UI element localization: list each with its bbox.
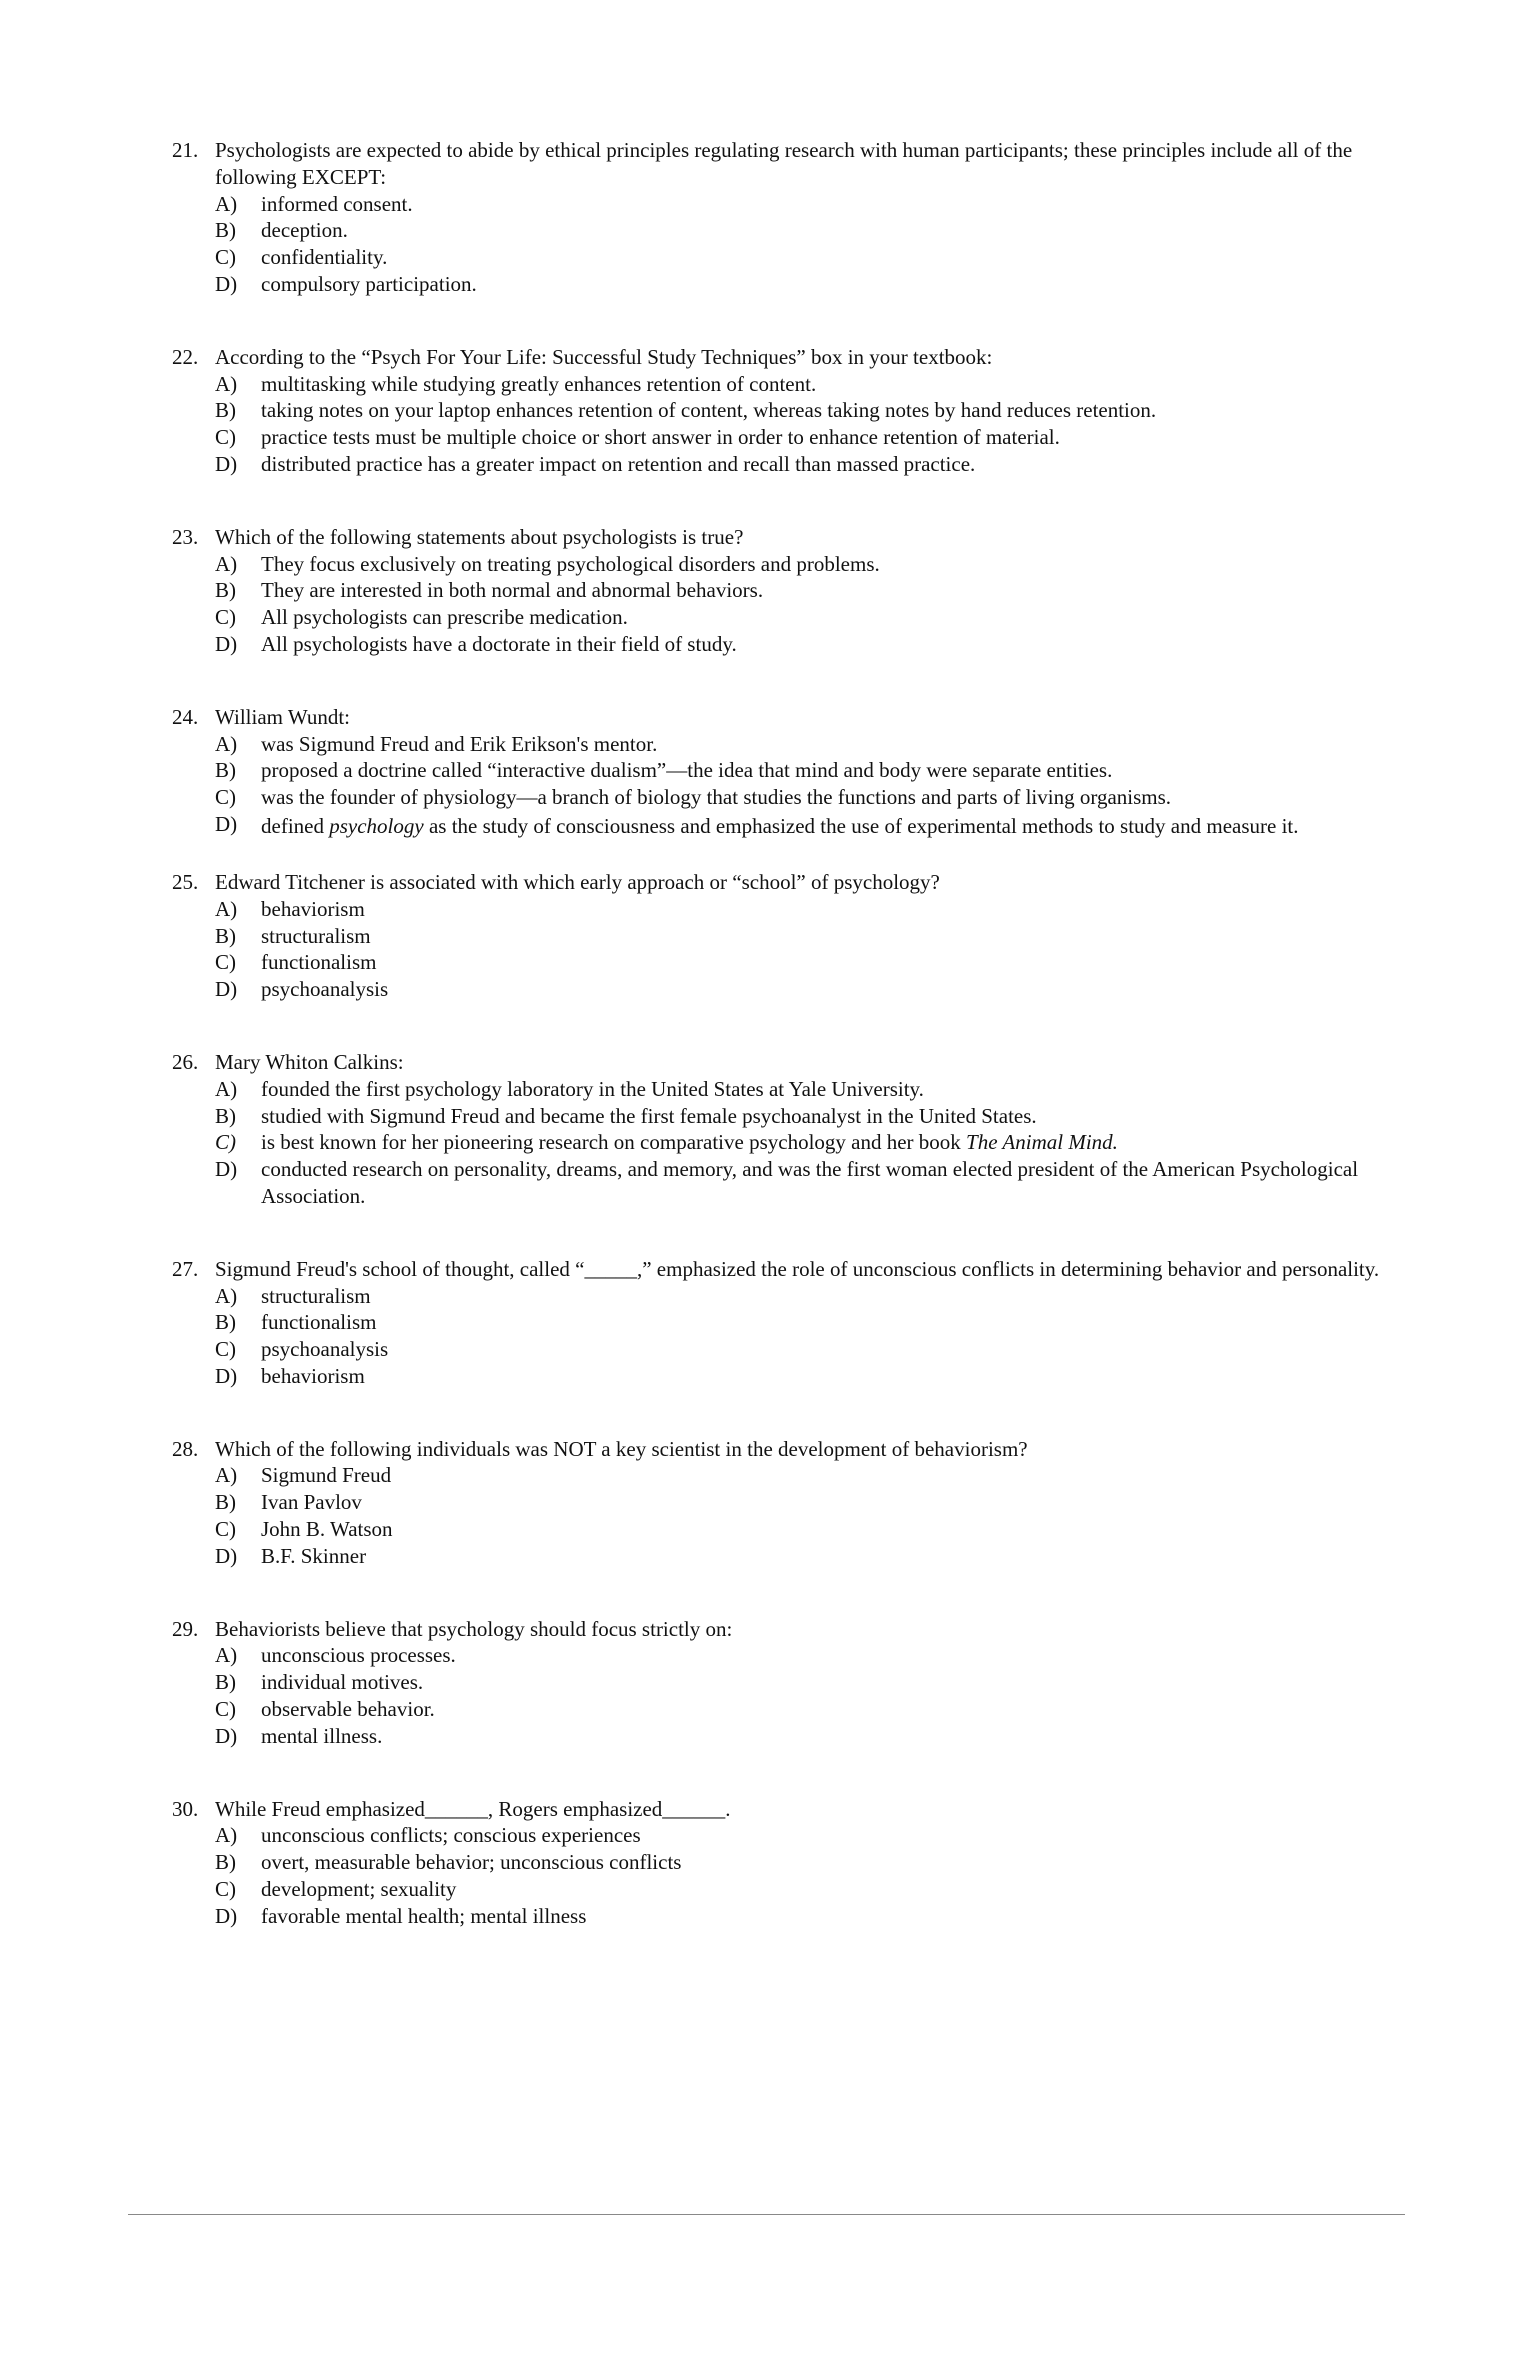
question-number: 23. <box>172 524 199 549</box>
question-number: 29. <box>172 1616 199 1641</box>
option-letter: A) <box>215 896 238 921</box>
question-number: 28. <box>172 1436 199 1461</box>
answer-option-d <box>215 1723 1392 1750</box>
option-letter: C) <box>215 1130 236 1155</box>
option-text: distributed practice has a greater impact on retention and recall than massed practice. <box>261 451 976 476</box>
answer-option-c <box>215 244 1392 271</box>
question-21 <box>172 137 1392 298</box>
option-text: practice tests must be multiple choice or short answer in order to enhance retention of material. <box>261 425 1060 450</box>
question-text: Edward Titchener is associated with which early approach or “school” of psychology? <box>215 869 940 894</box>
answer-option-a <box>215 1642 1392 1669</box>
option-text: confidentiality. <box>261 245 388 270</box>
option-letter: B) <box>215 758 236 783</box>
option-letter: A) <box>215 1076 238 1101</box>
answer-option-b <box>215 577 1392 604</box>
answer-option-c <box>215 949 1392 976</box>
question-26 <box>172 1049 1392 1210</box>
question-text: Behaviorists believe that psychology should focus strictly on: <box>215 1616 733 1641</box>
option-text: unconscious conflicts; conscious experiences <box>261 1823 641 1848</box>
option-letter: C) <box>215 245 236 270</box>
answer-option-b <box>215 757 1392 784</box>
option-text-italic: psychology <box>329 813 424 838</box>
option-letter: D) <box>215 811 238 836</box>
question-number: 27. <box>172 1256 199 1281</box>
option-text: behaviorism <box>261 1363 365 1388</box>
question-text: According to the “Psych For Your Life: Successful Study Techniques” box in your textbook: <box>215 344 993 369</box>
option-letter: A) <box>215 191 238 216</box>
question-27 <box>172 1256 1392 1390</box>
answer-option-d <box>215 451 1392 478</box>
option-text: All psychologists have a doctorate in their field of study. <box>261 631 737 656</box>
answer-option-b <box>215 1489 1392 1516</box>
question-22 <box>172 344 1392 478</box>
option-text: development; sexuality <box>261 1877 457 1902</box>
option-text: They focus exclusively on treating psychological disorders and problems. <box>261 551 880 576</box>
answer-option-a <box>215 1462 1392 1489</box>
option-letter: D) <box>215 451 238 476</box>
answer-option-c <box>215 1876 1392 1903</box>
option-letter: D) <box>215 1723 238 1748</box>
footer-divider <box>128 2214 1405 2215</box>
question-29 <box>172 1616 1392 1750</box>
option-text: mental illness. <box>261 1723 383 1748</box>
option-letter: B) <box>215 578 236 603</box>
option-letter: D) <box>215 1157 238 1182</box>
option-letter: C) <box>215 1697 236 1722</box>
answer-option-a <box>215 1283 1392 1310</box>
option-text: All psychologists can prescribe medication. <box>261 605 628 630</box>
option-text: They are interested in both normal and abnormal behaviors. <box>261 578 764 603</box>
answer-option-d <box>215 631 1392 658</box>
question-number: 22. <box>172 344 199 369</box>
question-text: Sigmund Freud's school of thought, called “_____,” emphasized the role of unconscious conflicts in determining behavior and personality. <box>215 1256 1380 1281</box>
option-text: overt, measurable behavior; unconscious conflicts <box>261 1850 682 1875</box>
answer-option-c <box>215 1336 1392 1363</box>
answer-option-c <box>215 784 1392 811</box>
option-text: unconscious processes. <box>261 1643 456 1668</box>
option-letter: C) <box>215 1337 236 1362</box>
option-letter: C) <box>215 785 236 810</box>
option-text: conducted research on personality, dreams, and memory, and was the first woman elected president of the American Psychological Association. <box>261 1157 1359 1208</box>
option-text: functionalism <box>261 1310 377 1335</box>
option-text: functionalism <box>261 950 377 975</box>
question-text: Which of the following individuals was NOT a key scientist in the development of behaviorism? <box>215 1436 1028 1461</box>
answer-option-b <box>215 1103 1392 1130</box>
option-letter: D) <box>215 1363 238 1388</box>
question-list <box>172 137 1392 1930</box>
option-text: observable behavior. <box>261 1697 435 1722</box>
option-letter: B) <box>215 1670 236 1695</box>
option-text: compulsory participation. <box>261 271 477 296</box>
question-28 <box>172 1436 1392 1570</box>
option-letter: A) <box>215 1463 238 1488</box>
answer-option-a <box>215 1076 1392 1103</box>
answer-option-a <box>215 1822 1392 1849</box>
option-letter: A) <box>215 1643 238 1668</box>
option-letter: D) <box>215 1903 238 1928</box>
option-text: was the founder of physiology—a branch of biology that studies the functions and parts of living organisms. <box>261 785 1172 810</box>
option-text-end: as the study of consciousness and emphasized the use of experimental methods to study and measure it. <box>423 813 1299 838</box>
answer-option-d <box>215 1363 1392 1390</box>
question-23 <box>172 524 1392 658</box>
option-text: proposed a doctrine called “interactive dualism”—the idea that mind and body were separate entities. <box>261 758 1113 783</box>
answer-option-c <box>215 604 1392 631</box>
option-text: psychoanalysis <box>261 977 389 1002</box>
answer-option-b <box>215 1669 1392 1696</box>
option-letter: C) <box>215 1877 236 1902</box>
option-text: multitasking while studying greatly enhances retention of content. <box>261 371 817 396</box>
option-text: Ivan Pavlov <box>261 1490 362 1515</box>
option-text: behaviorism <box>261 896 365 921</box>
answer-option-c <box>215 424 1392 451</box>
option-letter: D) <box>215 631 238 656</box>
answer-option-a <box>215 551 1392 578</box>
option-letter: C) <box>215 950 236 975</box>
option-text-start: is best known for her pioneering research on comparative psychology and her book <box>261 1130 967 1155</box>
answer-option-d <box>215 271 1392 298</box>
option-letter: D) <box>215 271 238 296</box>
answer-option-a <box>215 896 1392 923</box>
answer-option-b <box>215 397 1392 424</box>
option-text: structuralism <box>261 923 371 948</box>
option-letter: D) <box>215 1543 238 1568</box>
option-text: taking notes on your laptop enhances retention of content, whereas taking notes by hand reduces retention. <box>261 398 1157 423</box>
option-text: structuralism <box>261 1283 371 1308</box>
option-text: studied with Sigmund Freud and became the first female psychoanalyst in the United States. <box>261 1103 1037 1128</box>
option-letter: D) <box>215 977 238 1002</box>
question-number: 25. <box>172 869 199 894</box>
answer-option-b <box>215 1309 1392 1336</box>
answer-option-d <box>215 976 1392 1003</box>
question-number: 26. <box>172 1049 199 1074</box>
option-letter: A) <box>215 1283 238 1308</box>
option-text: was Sigmund Freud and Erik Erikson's mentor. <box>261 731 658 756</box>
option-letter: A) <box>215 551 238 576</box>
question-number: 24. <box>172 704 199 729</box>
option-letter: B) <box>215 398 236 423</box>
option-text-start: defined <box>261 813 330 838</box>
option-letter: C) <box>215 605 236 630</box>
question-number: 21. <box>172 138 199 162</box>
option-text: founded the first psychology laboratory in the United States at Yale University. <box>261 1076 924 1101</box>
option-text: individual motives. <box>261 1670 424 1695</box>
option-letter: A) <box>215 1823 238 1848</box>
answer-option-b <box>215 217 1392 244</box>
answer-option-d <box>215 811 1392 841</box>
question-24 <box>172 704 1392 841</box>
answer-option-c <box>215 1516 1392 1543</box>
answer-option-a <box>215 371 1392 398</box>
question-text: Mary Whiton Calkins: <box>215 1049 404 1074</box>
option-text: psychoanalysis <box>261 1337 389 1362</box>
option-letter: B) <box>215 1490 236 1515</box>
option-text: B.F. Skinner <box>261 1543 367 1568</box>
answer-option-a <box>215 191 1392 218</box>
option-text: deception. <box>261 218 348 243</box>
option-letter: B) <box>215 1850 236 1875</box>
option-text: favorable mental health; mental illness <box>261 1903 587 1928</box>
question-25 <box>172 869 1392 1003</box>
option-letter: C) <box>215 1517 236 1542</box>
option-text <box>261 1129 1392 1156</box>
question-text: Psychologists are expected to abide by ethical principles regulating research with human participants; these principles include all of the following EXCEPT: <box>215 138 1353 189</box>
question-text: While Freud emphasized______, Rogers emphasized______. <box>215 1796 731 1821</box>
answer-option-a <box>215 731 1392 758</box>
option-text: informed consent. <box>261 191 413 216</box>
option-letter: C) <box>215 425 236 450</box>
option-letter: B) <box>215 1310 236 1335</box>
option-text: John B. Watson <box>261 1517 393 1542</box>
answer-option-b <box>215 1849 1392 1876</box>
option-letter: B) <box>215 218 236 243</box>
question-text: William Wundt: <box>215 704 350 729</box>
option-letter: B) <box>215 923 236 948</box>
option-text: Sigmund Freud <box>261 1463 392 1488</box>
answer-option-c <box>215 1696 1392 1723</box>
option-text <box>261 811 1392 841</box>
question-text: Which of the following statements about psychologists is true? <box>215 524 744 549</box>
question-number: 30. <box>172 1796 199 1821</box>
answer-option-d <box>215 1903 1392 1930</box>
answer-option-b <box>215 923 1392 950</box>
option-letter: A) <box>215 371 238 396</box>
answer-option-d <box>215 1543 1392 1570</box>
answer-option-c <box>215 1129 1392 1156</box>
option-letter: B) <box>215 1103 236 1128</box>
option-letter: A) <box>215 731 238 756</box>
book-title: The Animal Mind. <box>966 1130 1118 1155</box>
question-30 <box>172 1796 1392 1930</box>
answer-option-d <box>215 1156 1392 1210</box>
